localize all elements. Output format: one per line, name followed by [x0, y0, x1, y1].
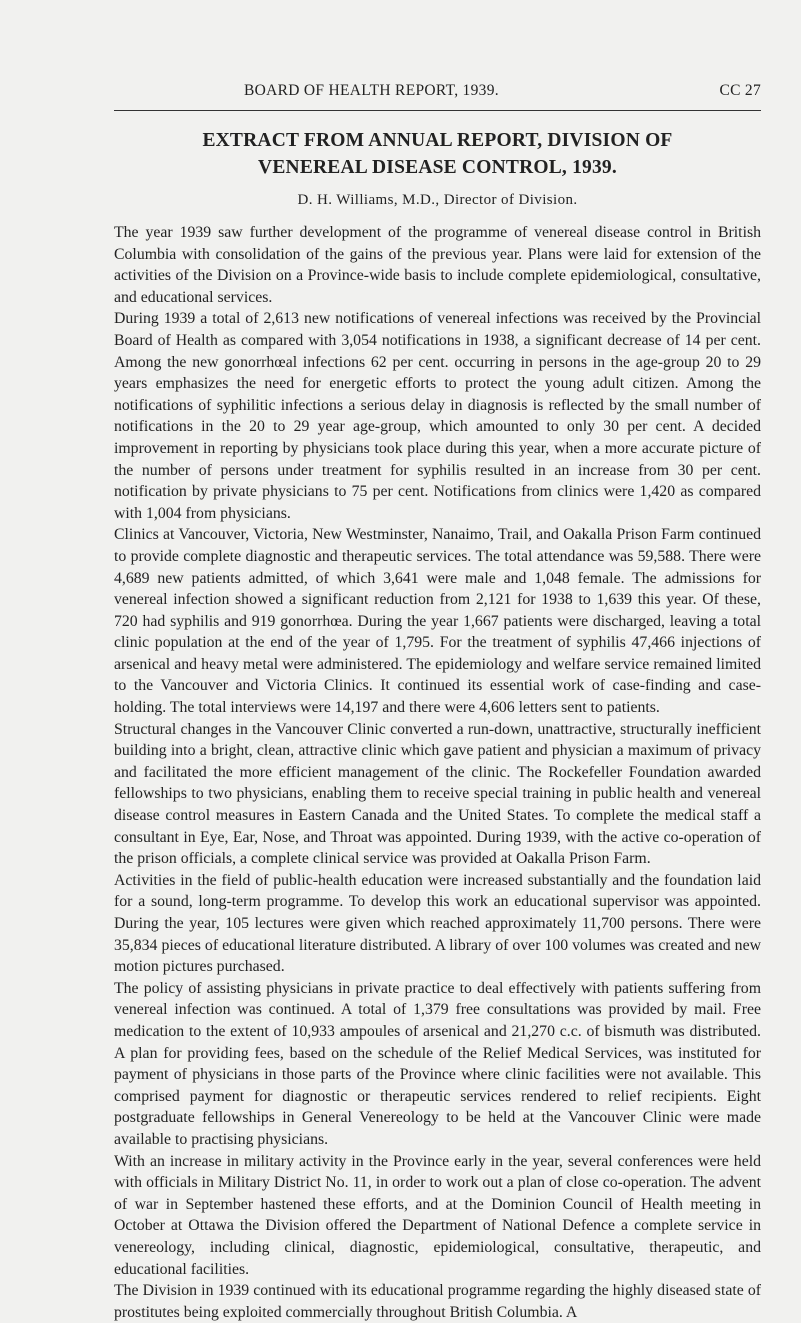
- paragraph: Clinics at Vancouver, Victoria, New Westminster, Nanaimo, Trail, and Oakalla Prison Farm continued to provide complete diagnostic and therapeutic services. The total attendance was 59,588. There were 4,689 new patients admitted, of which 3,641 were male and 1,048 female. The admissions for venereal infection showed a significant reduction from 2,121 for 1938 to 1,639 this year. Of these, 720 had syphilis and 919 gonorrhœa. During the year 1,667 patients were discharged, leaving a total clinic population at the end of the year of 1,795. For the treatment of syphilis 47,466 injections of arsenical and heavy metal were administered. The epidemiology and welfare service remained limited to the Vancouver and Victoria Clinics. It continued its essential work of case-finding and case-holding. The total interviews were 14,197 and there were 4,606 letters sent to patients.: [114, 526, 761, 717]
- body-text: [114, 222, 761, 1323]
- running-header-title: BOARD OF HEALTH REPORT, 1939.: [244, 82, 499, 99]
- page-number: CC 27: [719, 82, 761, 99]
- section-title-line-1: EXTRACT FROM ANNUAL REPORT, DIVISION OF: [202, 130, 673, 151]
- section-title-line-2: VENEREAL DISEASE CONTROL, 1939.: [258, 157, 617, 178]
- paragraph: With an increase in military activity in the Province early in the year, several conferences were held with officials in Military District No. 11, in order to work out a plan of close co-operation. The advent of war in September hastened these efforts, and at the Dominion Council of Health meeting in October at Ottawa the Division offered the Department of National Defence a complete service in venereology, including clinical, diagnostic, epidemiological, consultative, therapeutic, and educational facilities.: [114, 1152, 761, 1278]
- running-header: [114, 82, 761, 108]
- paragraph: Structural changes in the Vancouver Clinic converted a run-down, unattractive, structurally inefficient building into a bright, clean, attractive clinic which gave patient and physician a maximum of privacy and facilitated the more efficient management of the clinic. The Rockefeller Foundation awarded fellowships to two physicians, enabling them to receive special training in public health and venereal disease control measures in Eastern Canada and the United States. To complete the medical staff a consultant in Eye, Ear, Nose, and Throat was appointed. During 1939, with the active co-operation of the prison officials, a complete clinical service was provided at Oakalla Prison Farm.: [114, 720, 761, 868]
- header-rule: [114, 110, 761, 111]
- paragraph: Activities in the field of public-health education were increased substantially and the foundation laid for a sound, long-term programme. To develop this work an educational supervisor was appointed. During the year, 105 lectures were given which reached approximately 11,700 persons. There were 35,834 pieces of educational literature distributed. A library of over 100 volumes was created and new motion pictures purchased.: [114, 871, 761, 976]
- paragraph: The policy of assisting physicians in private practice to deal effectively with patients suffering from venereal infection was continued. A total of 1,379 free consultations was provided by mail. Free medication to the extent of 10,933 ampoules of arsenical and 21,270 c.c. of bismuth was distributed. A plan for providing fees, based on the schedule of the Relief Medical Services, was instituted for payment of physicians in those parts of the Province where clinic facilities were not available. This comprised payment for diagnostic or therapeutic services rendered to relief recipients. Eight postgraduate fellowships in General Venereology to be held at the Vancouver Clinic were made available to practising physicians.: [114, 979, 761, 1148]
- author-line: D. H. Williams, M.D., Director of Division.: [297, 192, 578, 208]
- section-title: [114, 127, 761, 181]
- paragraph: The year 1939 saw further development of the programme of venereal disease control in British Columbia with consolidation of the gains of the previous year. Plans were laid for extension of the activities of the Division on a Province-wide basis to include complete epidemiological, consultative, and educational services.: [114, 224, 761, 306]
- paragraph: The Division in 1939 continued with its educational programme regarding the highly diseased state of prostitutes being exploited commercially throughout British Columbia. A: [114, 1282, 761, 1321]
- paragraph: During 1939 a total of 2,613 new notifications of venereal infections was received by the Provincial Board of Health as compared with 3,054 notifications in 1938, a significant decrease of 14 per cent. Among the new gonorrhœal infections 62 per cent. occurring in persons in the age-group 20 to 29 years emphasizes the need for energetic efforts to protect the young adult citizen. Among the notifications of syphilitic infections a serious delay in diagnosis is reflected by the small number of notifications in the 20 to 29 year age-group, which amounted to only 30 per cent. A decided improvement in reporting by physicians took place during this year, when a more accurate picture of the number of persons under treatment for syphilis resulted in an increase from 30 per cent. notification by private physicians to 75 per cent. Notifications from clinics were 1,420 as compared with 1,004 from physicians.: [114, 310, 761, 522]
